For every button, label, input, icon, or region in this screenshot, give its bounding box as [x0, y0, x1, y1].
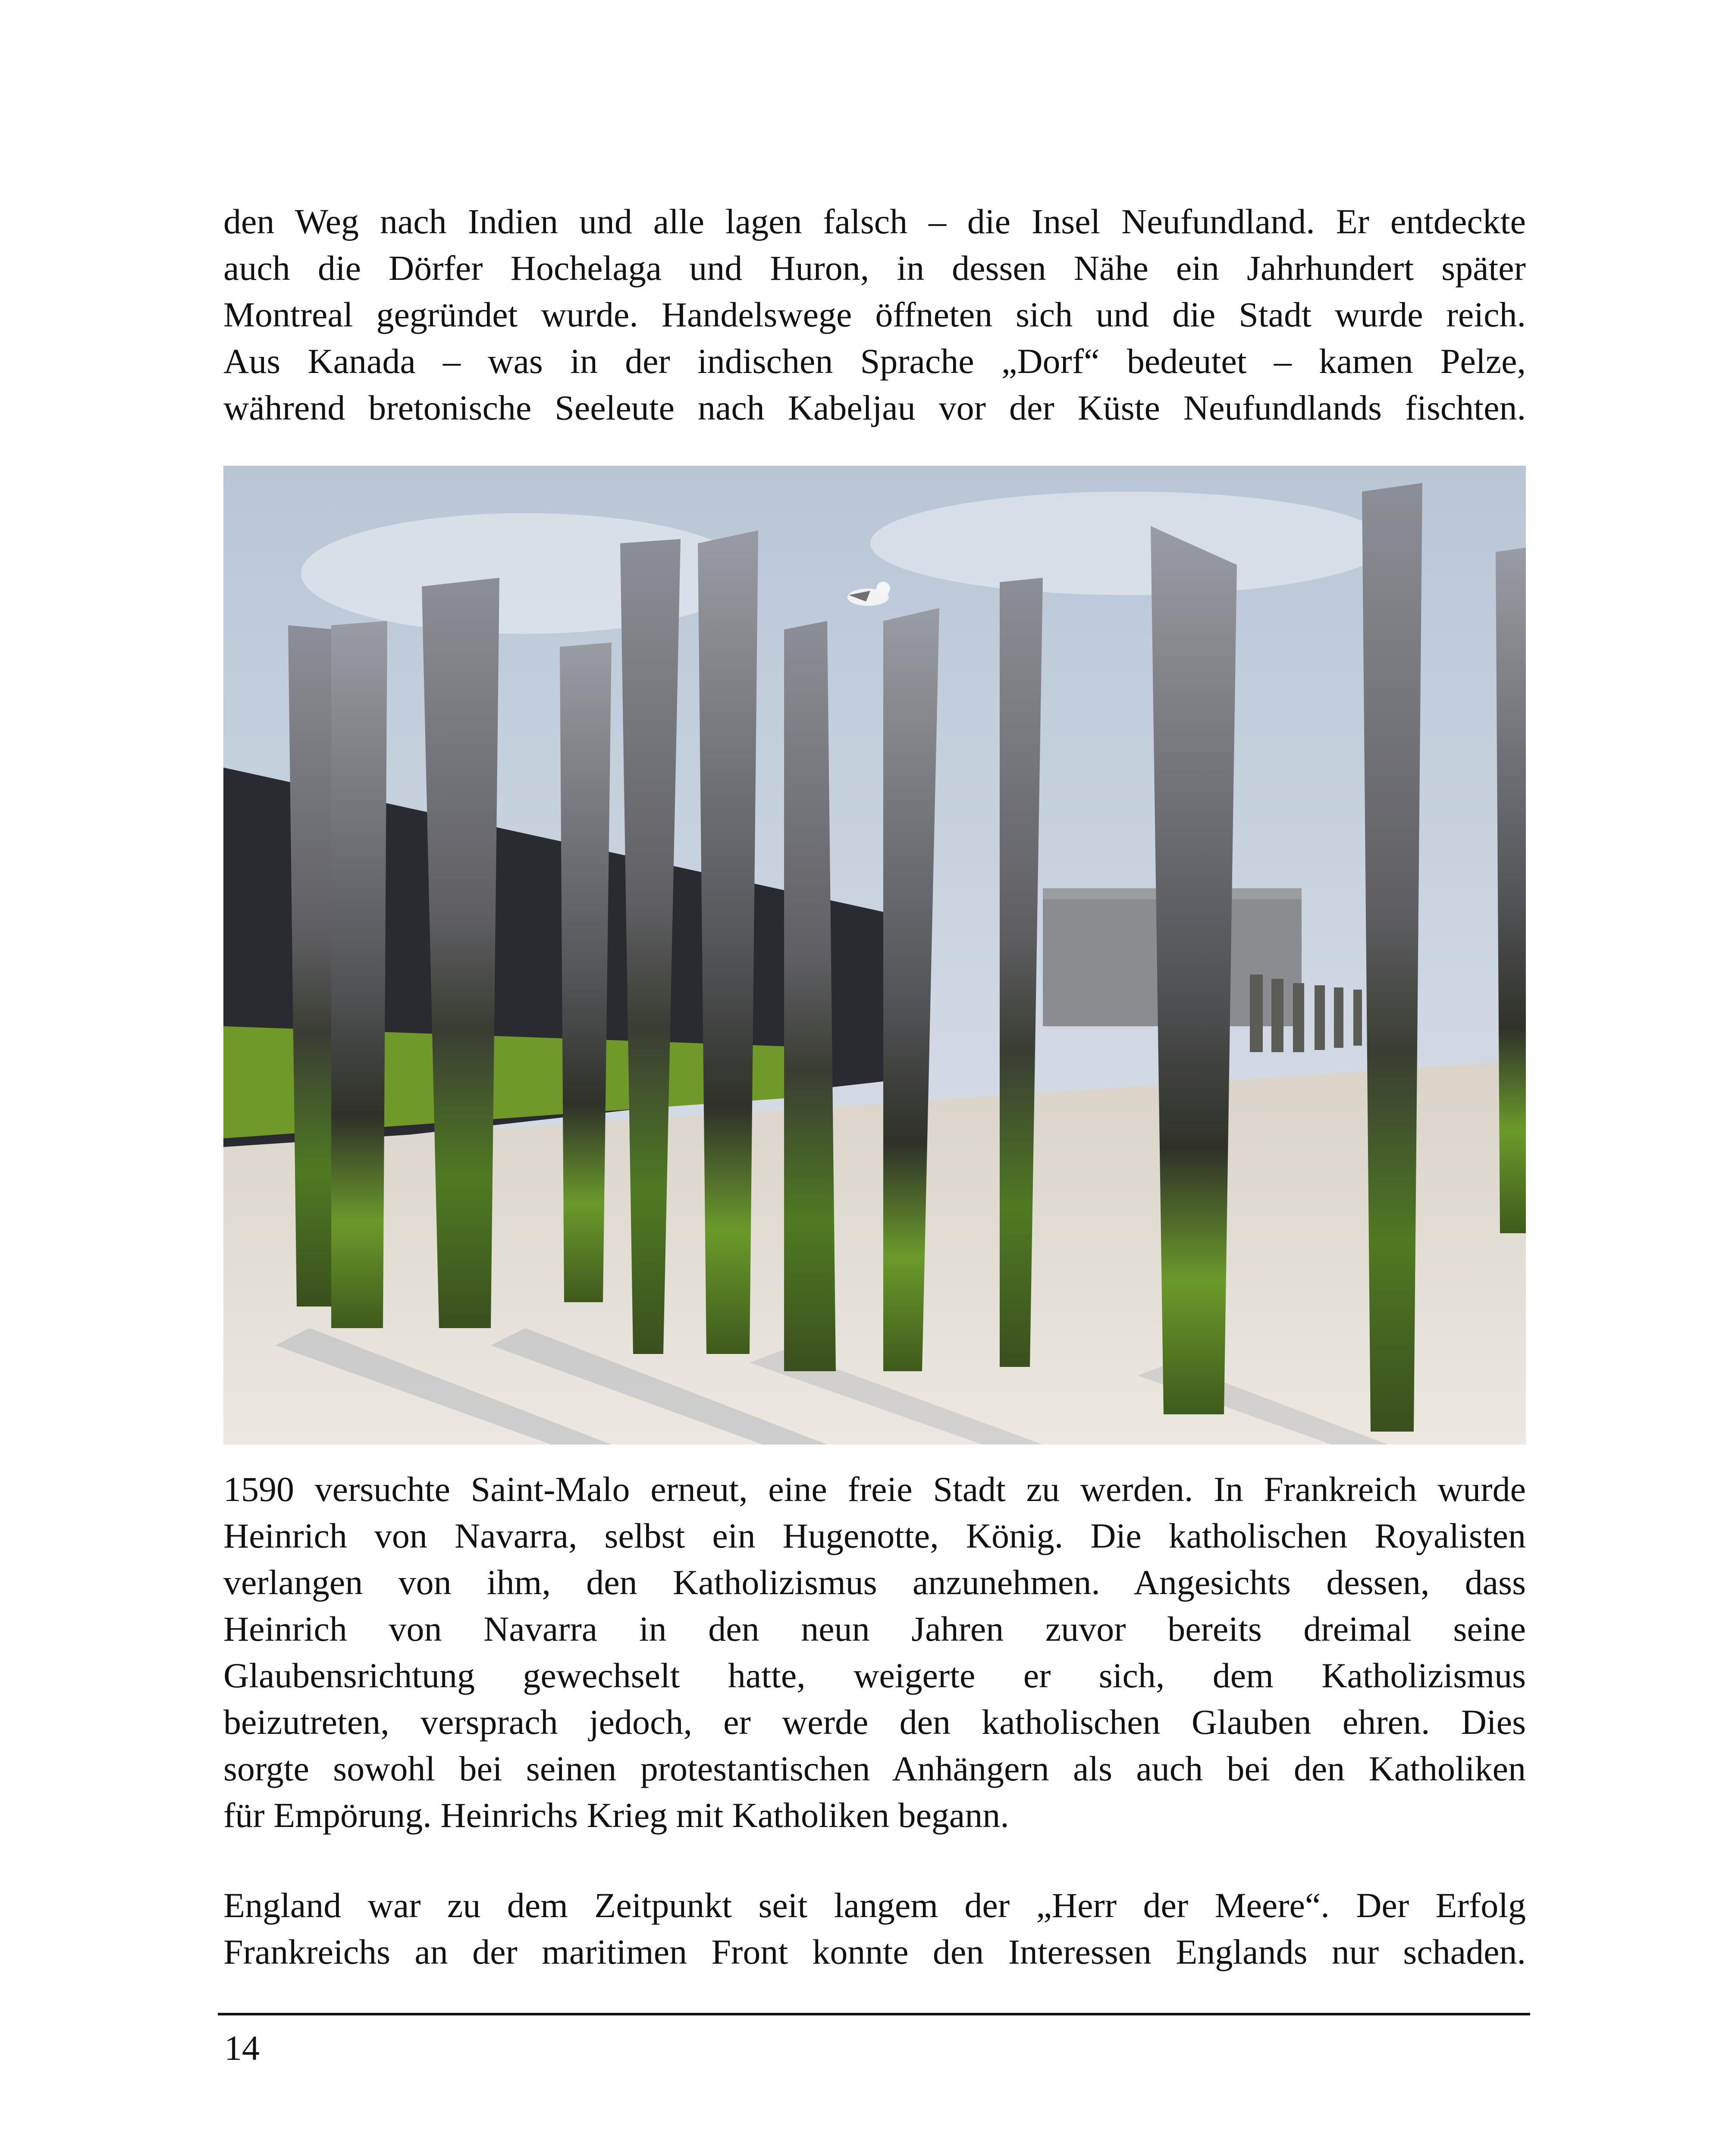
- paragraph-2: [223, 1466, 1526, 1839]
- paragraph-1: [223, 198, 1526, 431]
- paragraph-line: Heinrich von Navarra in den neun Jahren zuvor bereits dreimal seine: [223, 1609, 1526, 1648]
- page-number: 14: [224, 2028, 260, 2068]
- paragraph-line: Montreal gegründet wurde. Handelswege öffneten sich und die Stadt wurde reich.: [223, 295, 1526, 334]
- paragraph-line: auch die Dörfer Hochelaga und Huron, in dessen Nähe ein Jahrhundert später: [223, 248, 1526, 288]
- paragraph-line: verlangen von ihm, den Katholizismus anzunehmen. Angesichts dessen, dass: [223, 1563, 1526, 1602]
- paragraph-line: beizutreten, versprach jedoch, er werde den katholischen Glauben ehren. Dies: [223, 1702, 1526, 1742]
- paragraph-line: 1590 versuchte Saint-Malo erneut, eine freie Stadt zu werden. In Frankreich wurde: [223, 1470, 1526, 1509]
- paragraph-line: Frankreichs an der maritimen Front konnte den Interessen Englands nur schaden.: [223, 1932, 1526, 1971]
- paragraph-line: England war zu dem Zeitpunkt seit langem der „Herr der Meere“. Der Erfolg: [223, 1886, 1526, 1925]
- paragraph-line: während bretonische Seeleute nach Kabeljau vor der Küste Neufundlands fischten.: [223, 388, 1526, 427]
- paragraph-line: Heinrich von Navarra, selbst ein Hugenotte, König. Die katholischen Royalisten: [223, 1516, 1526, 1555]
- beach-posts-photo: [223, 466, 1526, 1445]
- paragraph-line: für Empörung. Heinrichs Krieg mit Katholiken begann.: [223, 1796, 1009, 1835]
- paragraph-line: den Weg nach Indien und alle lagen falsch – die Insel Neufundland. Er entdeckte: [223, 202, 1526, 241]
- paragraph-line: sorgte sowohl bei seinen protestantischen Anhängern als auch bei den Katholiken: [223, 1749, 1526, 1788]
- paragraph-line: Aus Kanada – was in der indischen Sprache „Dorf“ bedeutet – kamen Pelze,: [223, 342, 1526, 381]
- paragraph-3: [223, 1882, 1526, 1975]
- paragraph-line: Glaubensrichtung gewechselt hatte, weigerte er sich, dem Katholizismus: [223, 1656, 1526, 1695]
- footer-divider: [218, 2013, 1530, 2015]
